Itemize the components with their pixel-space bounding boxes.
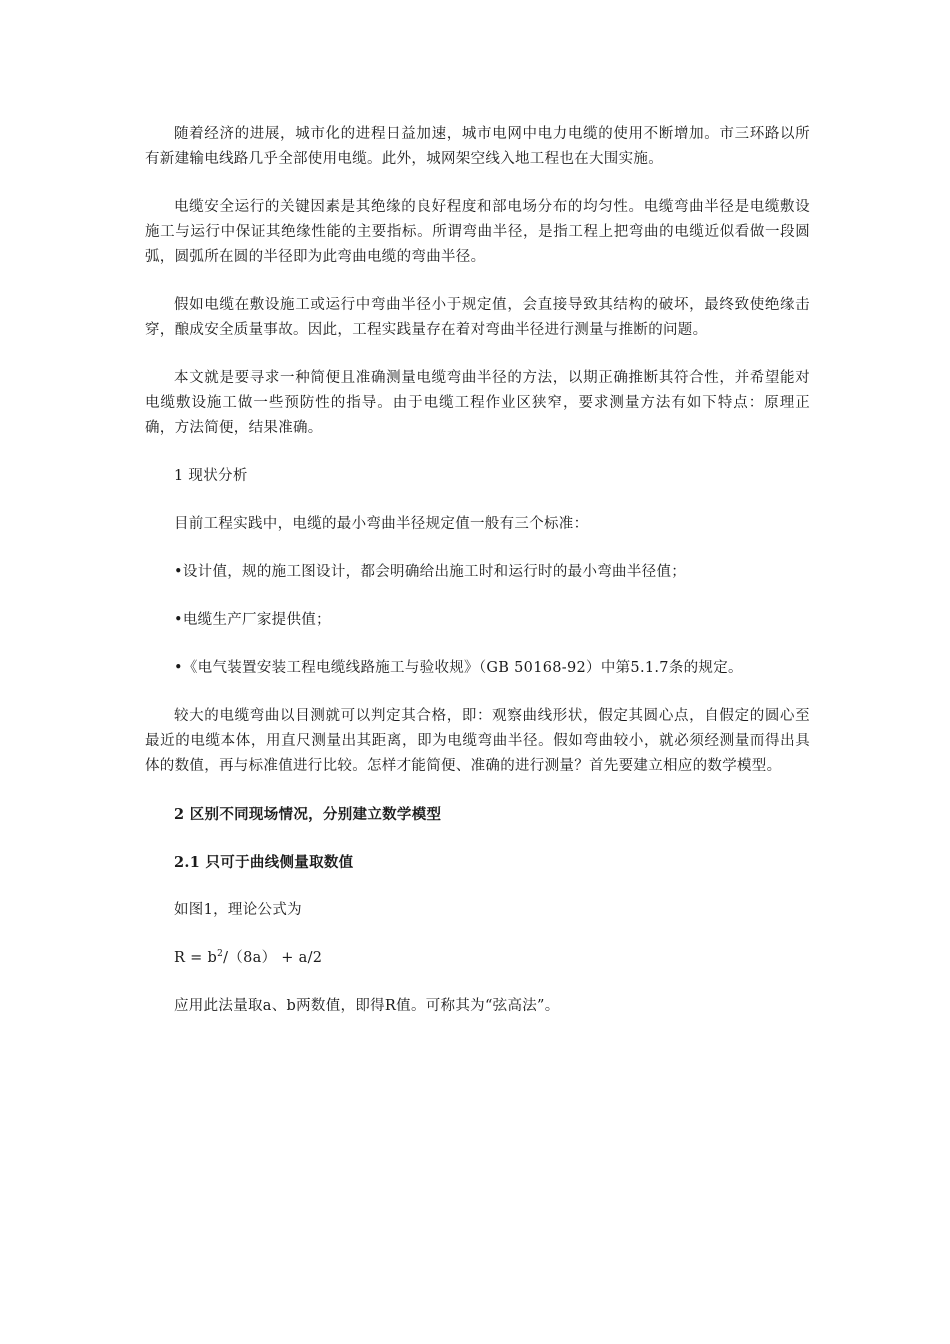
- paragraph-measurement: 较大的电缆弯曲以目测就可以判定其合格，即：观察曲线形状，假定其圆心点，自假定的圆心至最近的电缆本体，用直尺测量出其距离，即为电缆弯曲半径。假如弯曲较小，就必须经测量而得出具体的数值，再与标准值进行比较。怎样才能简便、准确的进行测量？首先要建立相应的数学模型。: [145, 708, 810, 774]
- formula-suffix: /（8a） + a/2: [223, 950, 323, 966]
- paragraph-bend-radius-definition: 电缆安全运行的关键因素是其绝缘的良好程度和部电场分布的均匀性。电缆弯曲半径是电缆敷设施工与运行中保证其绝缘性能的主要指标。所谓弯曲半径，是指工程上把弯曲的电缆近似看做一段圆弧，圆弧所在圆的半径即为此弯曲电缆的弯曲半径。: [145, 199, 810, 265]
- formula-chord-height: [145, 946, 810, 971]
- formula-prefix: R = b: [174, 950, 218, 966]
- paragraph-figure-ref: 如图1，理论公式为: [174, 902, 302, 918]
- paragraph-standards-intro: 目前工程实践中，电缆的最小弯曲半径规定值一般有三个标准：: [174, 516, 589, 532]
- bullet-item-design-value: •设计值，规的施工图设计，都会明确给出施工时和运行时的最小弯曲半径值；: [174, 564, 687, 580]
- bullet-item-standard-rule: •《电气装置安装工程电缆线路施工与验收规》（GB 50168-92）中第5.1.7条的规定。: [174, 660, 743, 676]
- paragraph-risk: 假如电缆在敷设施工或运行中弯曲半径小于规定值，会直接导致其结构的破坏，最终致使绝缘击穿，酿成安全质量事故。因此，工程实践量存在着对弯曲半径进行测量与推断的问题。: [145, 297, 810, 338]
- formula-exponent: 2: [217, 949, 224, 960]
- bullet-item-manufacturer-value: •电缆生产厂家提供值；: [174, 612, 331, 628]
- document-body: [145, 122, 810, 1042]
- section-heading-2-1: 2.1 只可于曲线侧量取数值: [174, 854, 354, 871]
- section-heading-2: 2 区别不同现场情况，分别建立数学模型: [174, 806, 442, 823]
- paragraph-purpose: 本文就是要寻求一种简便且准确测量电缆弯曲半径的方法，以期正确推断其符合性，并希望能对电缆敷设施工做一些预防性的指导。由于电缆工程作业区狭窄，要求测量方法有如下特点：原理正确，方法简便，结果准确。: [145, 370, 810, 436]
- section-heading-1: 1 现状分析: [174, 468, 248, 484]
- paragraph-intro: 随着经济的进展，城市化的进程日益加速，城市电网中电力电缆的使用不断增加。市三环路以所有新建输电线路几乎全部使用电缆。此外，城网架空线入地工程也在大围实施。: [145, 126, 810, 167]
- paragraph-method-name: 应用此法量取a、b两数值，即得R值。可称其为“弦高法”。: [174, 998, 560, 1014]
